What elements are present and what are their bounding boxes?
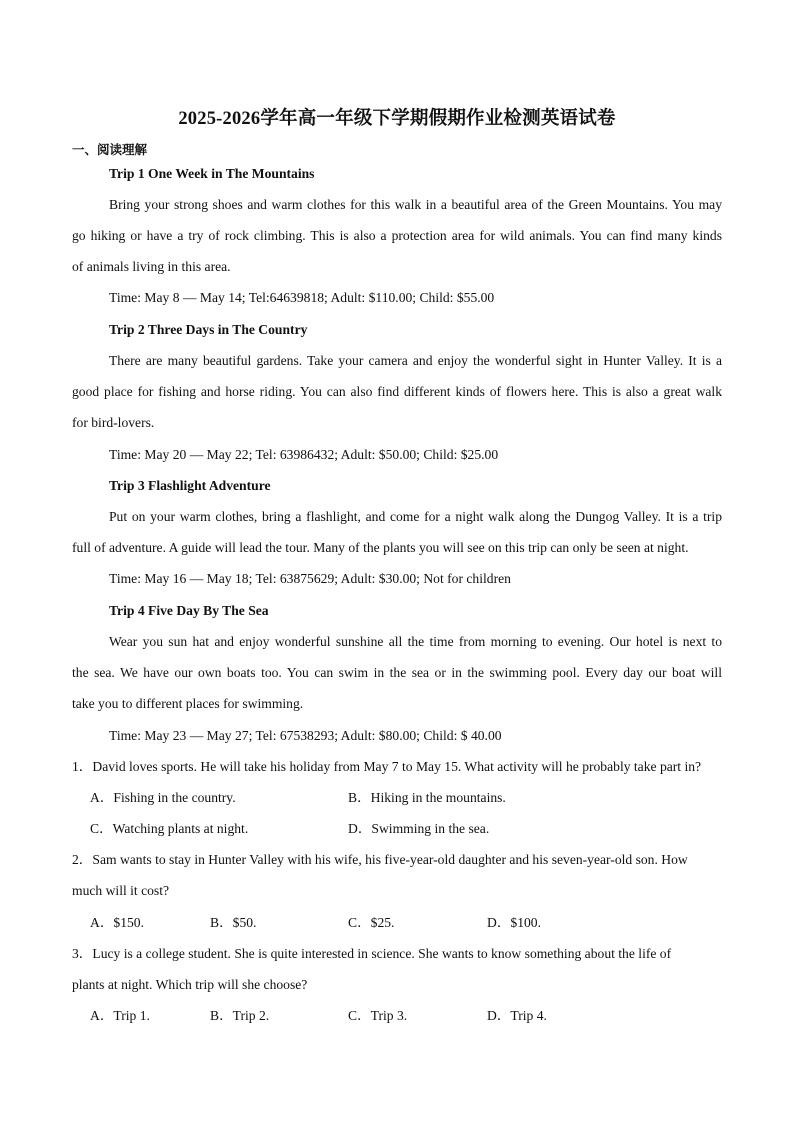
option-a[interactable]: A．$150.: [90, 915, 144, 930]
trip-info: Time: May 23 — May 27; Tel: 67538293; Adult: $80.00; Child: $ 40.00: [109, 728, 502, 743]
option-b[interactable]: B．$50.: [210, 915, 257, 930]
option-c[interactable]: C．Watching plants at night.: [90, 821, 249, 836]
trip-info: Time: May 20 — May 22; Tel: 63986432; Adult: $50.00; Child: $25.00: [109, 447, 499, 462]
trip-info: Time: May 16 — May 18; Tel: 63875629; Adult: $30.00; Not for children: [109, 571, 511, 586]
trip-heading: Trip 2 Three Days in The Country: [109, 322, 308, 337]
question-stem: 1．David loves sports. He will take his holiday from May 7 to May 15. What activity will he probably take part in?: [72, 759, 702, 774]
option-d[interactable]: D．$100.: [487, 915, 541, 930]
option-a[interactable]: A．Trip 1.: [90, 1008, 150, 1023]
trip-heading: Trip 4 Five Day By The Sea: [109, 603, 269, 618]
question-stem: 2．Sam wants to stay in Hunter Valley with his wife, his five-year-old daughter and his seven-year-old son. How: [72, 852, 688, 867]
option-b[interactable]: B．Hiking in the mountains.: [348, 790, 506, 805]
trip-heading: Trip 1 One Week in The Mountains: [109, 166, 315, 181]
trip-text-line: Put on your warm clothes, bring a flashlight, and come for a night walk along the Dungog Valley. It is a trip: [109, 509, 722, 524]
option-a[interactable]: A．Fishing in the country.: [90, 790, 236, 805]
question-stem: plants at night. Which trip will she choose?: [72, 977, 308, 992]
question-stem: much will it cost?: [72, 883, 170, 898]
trip-text-line: There are many beautiful gardens. Take your camera and enjoy the wonderful sight in Hunter Valley. It is a: [109, 353, 722, 368]
trip-text-line: for bird-lovers.: [72, 415, 155, 430]
question-stem: 3．Lucy is a college student. She is quite interested in science. She wants to know something about the life of: [72, 946, 672, 961]
trip-text-line: the sea. We have our own boats too. You can swim in the sea or in the swimming pool. Every day our boat will: [72, 665, 722, 680]
option-d[interactable]: D．Swimming in the sea.: [348, 821, 490, 836]
option-c[interactable]: C．Trip 3.: [348, 1008, 408, 1023]
trip-text-line: Bring your strong shoes and warm clothes for this walk in a beautiful area of the Green Mountains. You may: [109, 197, 722, 212]
trip-info: Time: May 8 — May 14; Tel:64639818; Adult: $110.00; Child: $55.00: [109, 290, 495, 305]
page-title: 2025-2026学年高一年级下学期假期作业检测英语试卷: [178, 109, 616, 129]
trip-text-line: good place for fishing and horse riding. You can also find different kinds of flowers here. This is also a great walk: [72, 384, 722, 399]
trip-text-line: of animals living in this area.: [72, 259, 231, 274]
option-d[interactable]: D．Trip 4.: [487, 1008, 547, 1023]
trip-text-line: go hiking or have a try of rock climbing. This is also a protection area for wild animals. You can find many kinds: [72, 228, 722, 243]
trip-text-line: full of adventure. A guide will lead the tour. Many of the plants you will see on this trip can only be seen at night.: [72, 540, 689, 555]
section-heading: 一、阅读理解: [72, 143, 148, 157]
trip-heading: Trip 3 Flashlight Adventure: [109, 478, 271, 493]
option-c[interactable]: C．$25.: [348, 915, 395, 930]
trip-text-line: Wear you sun hat and enjoy wonderful sunshine all the time from morning to evening. Our hotel is next to: [109, 634, 722, 649]
trip-text-line: take you to different places for swimming.: [72, 696, 304, 711]
option-b[interactable]: B．Trip 2.: [210, 1008, 270, 1023]
